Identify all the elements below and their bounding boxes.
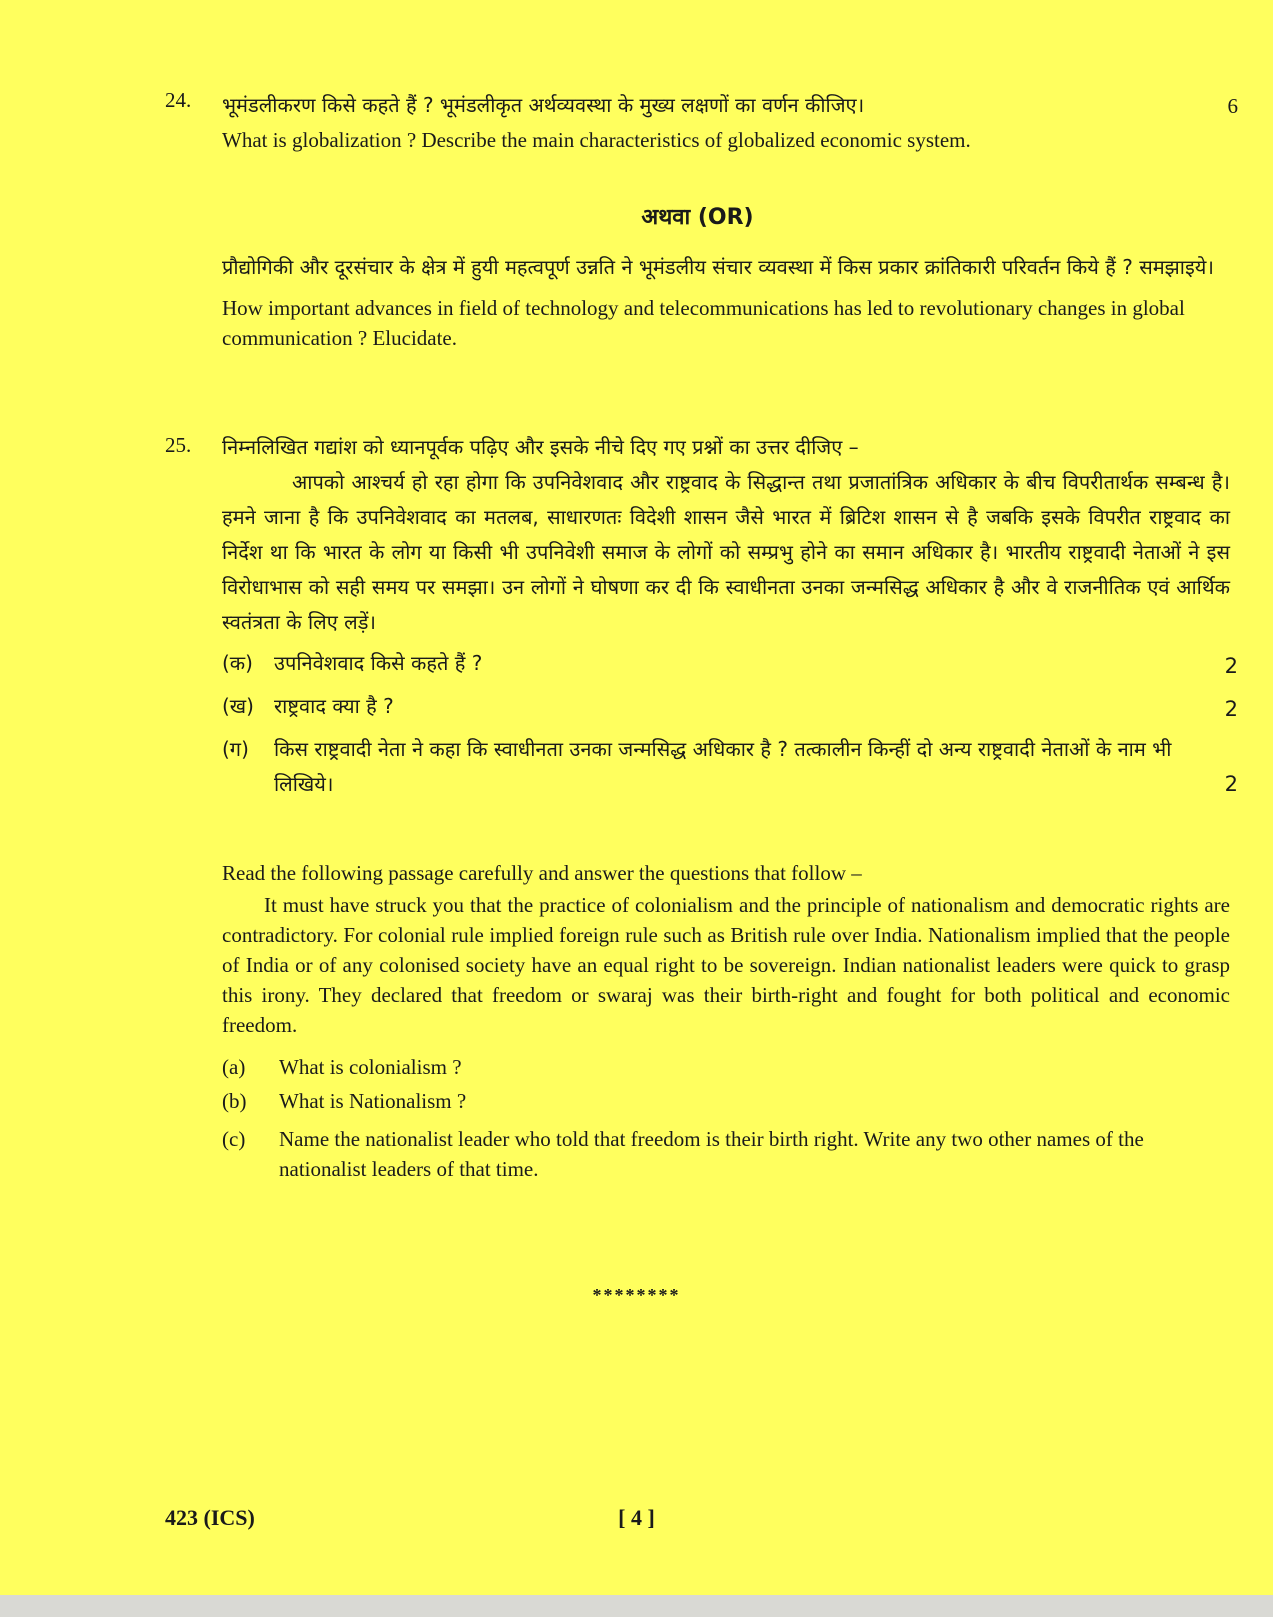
question-24-english: What is globalization ? Describe the main characteristics of globalized economic system. (222, 128, 971, 152)
or-heading: अथवा (OR) (641, 205, 754, 230)
hindi-instruction: निम्नलिखित गद्यांश को ध्यानपूर्वक पढ़िए और इसके नीचे दिए गए प्रश्नों का उत्तर दीजिए – (222, 435, 859, 459)
page-number: [ 4 ] (618, 1505, 655, 1530)
sub-question-ga: (ग) किस राष्ट्रवादी नेता ने कहा कि स्वाधीनता उनका जन्मसिद्ध अधिकार है ? तत्कालीन किन्हीं दो अन्य राष्ट्रवादी नेताओं के नाम भी लिखिये। 2 (222, 737, 1238, 796)
sub-question-c: (c) Name the nationalist leader who told that freedom is their birth right. Write any two other names of the nationalist leaders of that time. (222, 1127, 1144, 1181)
english-passage: It must have struck you that the practice of colonialism and the principle of nationalism and democratic rights are contradictory. For colonial rule implied foreign rule such as British rule over India. Nationalism implied that the people of India or of any colonised society have an equal right to be sovereign. Indian nationalist leaders were quick to grasp this irony. They declared that freedom or swaraj was their birth-right and fought for both political and economic freedom. (222, 893, 1230, 1037)
english-instruction: Read the following passage carefully and answer the questions that follow – (222, 861, 862, 885)
sub-question-kha: (ख) राष्ट्रवाद क्या है ? 2 (222, 694, 1238, 721)
question-24-marks: 6 (1227, 94, 1238, 118)
hindi-passage: आपको आश्चर्य हो रहा होगा कि उपनिवेशवाद और राष्ट्रवाद के सिद्धान्त तथा प्रजातांत्रिक अधिकार के बीच विपरीतार्थक सम्बन्ध है। हमने जाना है कि उपनिवेशवाद का मतलब, साधारणतः विदेशी शासन जैसे भारत में ब्रिटिश शासन से है जबकि इसके विपरीत राष्ट्रवाद का निर्देश था कि भारत के लोग या किसी भी उपनिवेशी समाज के लोगों को सम्प्रभु होने का समान अधिकार है। भारतीय राष्ट्रवादी नेताओं ने इस विरोधाभास को सही समय पर समझा। उन लोगों ने घोषणा कर दी कि स्वाधीनता उनका जन्मसिद्ध अधिकार है और वे राजनीतिक एवं आर्थिक स्वतंत्रता के लिए लड़ें। (222, 470, 1230, 634)
alt-english: How important advances in field of technology and telecommunications has led to revolutionary changes in global communication ? Elucidate. (222, 296, 1185, 350)
question-24-hindi: भूमंडलीकरण किसे कहते हैं ? भूमंडलीकृत अर्थव्यवस्था के मुख्य लक्षणों का वर्णन कीजिए। (222, 93, 865, 117)
paper-code: 423 (ICS) (165, 1505, 255, 1530)
question-24-alternative (222, 250, 1222, 353)
question-number: 24. (165, 88, 192, 112)
english-sub-questions (222, 1052, 1230, 1184)
question-number: 25. (165, 433, 192, 457)
question-25-english (165, 858, 1230, 1184)
question-24 (165, 88, 1238, 155)
hindi-sub-questions (222, 646, 1238, 802)
sub-question-ka: (क) उपनिवेशवाद किसे कहते हैं ? 2 (222, 651, 1238, 678)
alt-hindi: प्रौद्योगिकी और दूरसंचार के क्षेत्र में हुयी महत्वपूर्ण उन्नति ने भूमंडलीय संचार व्यवस्था में किस प्रकार क्रांतिकारी परिवर्तन किये हैं ? समझाइये। (222, 255, 1214, 279)
question-25 (165, 430, 1238, 802)
sub-question-b: (b) What is Nationalism ? (222, 1089, 467, 1113)
sub-question-a: (a) What is colonialism ? (222, 1055, 462, 1079)
end-marker: ******** (592, 1285, 681, 1305)
